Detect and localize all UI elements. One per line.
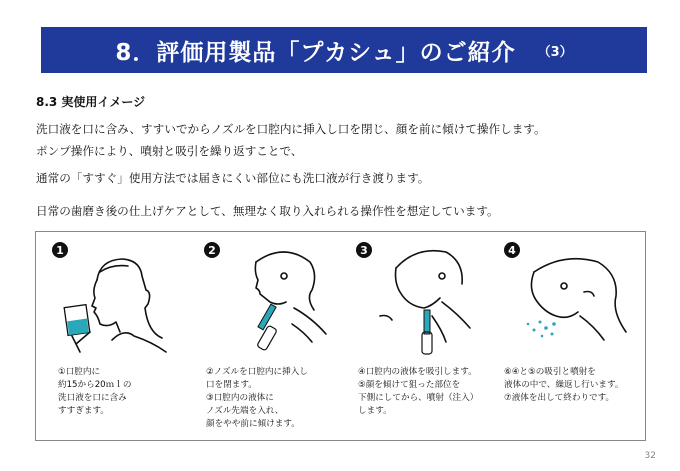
step-number: 1 (52, 242, 68, 258)
page-subtitle: （3） (537, 44, 573, 60)
step-3 (346, 232, 498, 440)
step-caption: ④口腔内の液体を吸引します。 ⑤顔を傾けて狙った部位を 下側にしてから、噴射（注入） します。 (358, 367, 479, 416)
paragraph-3: 通常の「すすぐ」使用方法では届きにくい部位にも洗口液が行き渡ります。 (36, 171, 430, 185)
step-caption: ⑥④と⑤の吸引と噴射を 液体の中で、繰返し行います。 ⑦液体を出して終わりです。 (504, 367, 624, 403)
section-heading: 8.3 実使用イメージ (36, 95, 146, 109)
step-caption: ①口腔内に 約15から20ｍｌの 洗口液を口に含み すすぎます。 (58, 367, 132, 416)
paragraph-2: ポンプ操作により、噴射と吸引を繰り返すことで、 (36, 144, 303, 158)
step-caption: ②ノズルを口腔内に挿入し 口を閉ます。 ③口腔内の液体に ノズル先端を入れ、 顔をやや前に傾けます。 (206, 367, 308, 429)
usage-steps-panel (35, 231, 646, 441)
person-inserting-nozzle-icon (194, 232, 346, 362)
person-tilting-head-icon (346, 232, 498, 362)
step-2 (194, 232, 346, 440)
step-1 (42, 232, 194, 440)
page-title: 8．評価用製品「プカシュ」のご紹介 (115, 39, 516, 66)
step-4 (494, 232, 646, 440)
paragraph-4: 日常の歯磨き後の仕上げケアとして、無理なく取り入れられる操作性を想定しています。 (36, 204, 499, 218)
step-number: 3 (356, 242, 372, 258)
person-spitting-icon (494, 232, 646, 362)
page-number: 32 (644, 451, 656, 461)
step-number: 4 (504, 242, 520, 258)
title-bar (41, 27, 647, 73)
person-holding-cup-icon (42, 232, 194, 362)
paragraph-1: 洗口液を口に含み、すすいでからノズルを口腔内に挿入し口を閉じ、顔を前に傾けて操作します。 (36, 122, 546, 136)
step-number: 2 (204, 242, 220, 258)
